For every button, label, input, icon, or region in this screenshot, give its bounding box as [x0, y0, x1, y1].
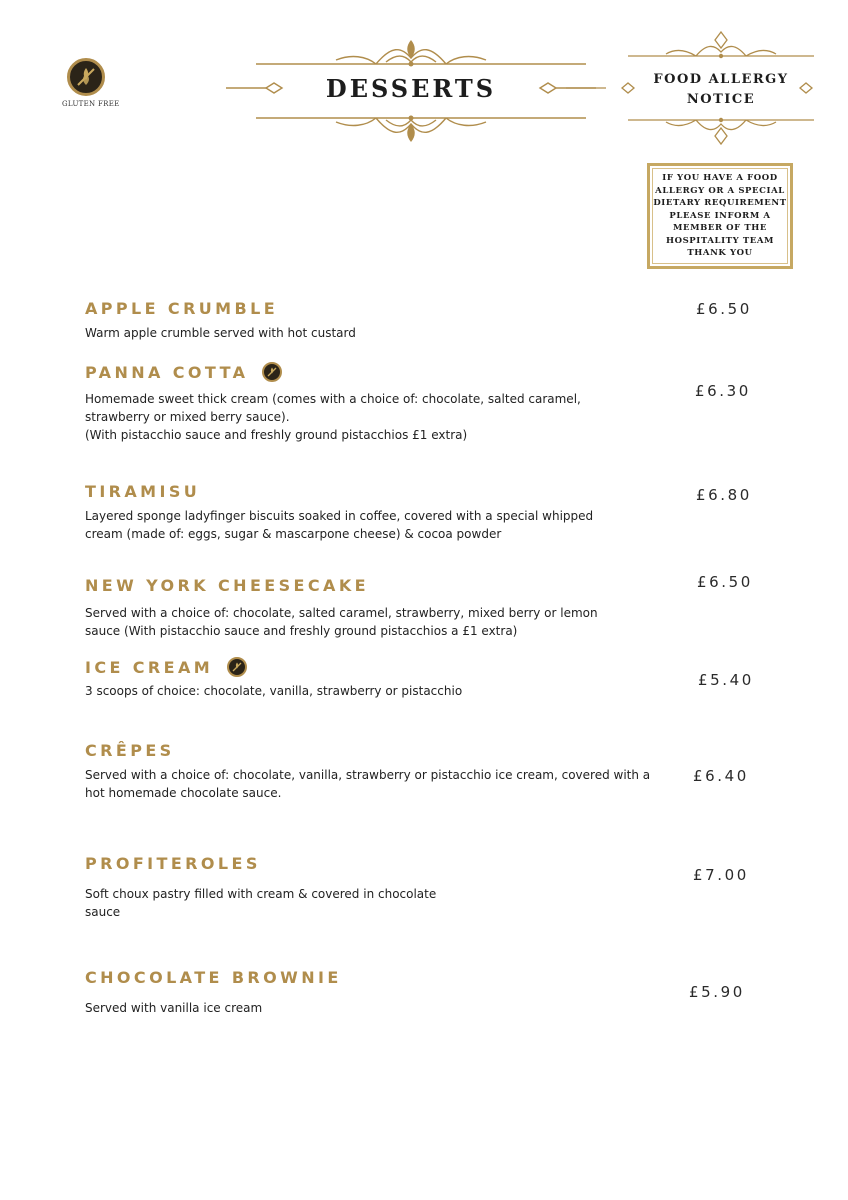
item-description-line: Warm apple crumble served with hot custard: [85, 326, 356, 340]
allergy-title-line: FOOD ALLERGY: [653, 72, 789, 87]
item-description: [85, 507, 645, 543]
item-name: CRÊPES: [85, 741, 175, 760]
menu-item-crepes: [85, 741, 785, 802]
menu-item-panna-cotta: [85, 362, 785, 444]
allergy-title: [646, 70, 796, 110]
item-description-line: Layered sponge ladyfinger biscuits soaked in coffee, covered with a special whipped: [85, 509, 594, 523]
title-ornament-block: [226, 36, 596, 146]
allergy-notice-line: ALLERGY OR A SPECIAL: [655, 185, 785, 196]
item-description-line: Served with a choice of: chocolate, vanilla, strawberry or pistacchio ice cream, covered with a: [85, 768, 651, 782]
menu-item-chocolate-brownie: [85, 968, 785, 1017]
allergy-notice-line: IF YOU HAVE A FOOD: [662, 173, 778, 184]
item-description: [85, 604, 645, 640]
item-description-line: hot homemade chocolate sauce.: [85, 786, 282, 800]
gluten-free-label: GLUTEN FREE: [62, 100, 120, 108]
allergy-notice-line: PLEASE INFORM A: [669, 210, 771, 221]
item-name: PANNA COTTA: [85, 362, 249, 382]
item-description-line: Served with vanilla ice cream: [85, 1001, 263, 1015]
menu-item-profiteroles: [85, 854, 785, 921]
item-description-line: Soft choux pastry filled with cream & covered in chocolate: [85, 887, 437, 901]
item-description-line: strawberry or mixed berry sauce).: [85, 410, 290, 424]
item-name: PROFITEROLES: [85, 854, 261, 873]
allergy-notice-header: [566, 28, 826, 158]
gluten-free-icon: [67, 58, 105, 96]
menu-item-ice-cream: [85, 657, 785, 700]
allergy-notice-line: DIETARY REQUIREMENT: [653, 198, 787, 209]
item-name: CHOCOLATE BROWNIE: [85, 968, 342, 987]
item-description-line: (With pistacchio sauce and freshly ground pistacchios £1 extra): [85, 428, 468, 442]
item-price: £6.40: [693, 767, 749, 785]
item-price: £5.40: [698, 671, 754, 689]
item-name: NEW YORK CHEESECAKE: [85, 576, 369, 595]
allergy-notice-line: THANK YOU: [687, 248, 753, 259]
item-description-line: sauce: [85, 905, 121, 919]
allergy-notice-line: MEMBER OF THE: [672, 223, 768, 234]
item-description-line: 3 scoops of choice: chocolate, vanilla, strawberry or pistacchio: [85, 684, 463, 698]
item-price: £6.80: [696, 486, 752, 504]
page-title: DESSERTS: [325, 74, 497, 103]
item-description-line: Served with a choice of: chocolate, salted caramel, strawberry, mixed berry or lemon: [85, 606, 598, 620]
item-price: £6.50: [697, 573, 753, 591]
gluten-free-icon: [262, 362, 282, 382]
item-description-line: cream (made of: eggs, sugar & mascarpone cheese) & cocoa powder: [85, 527, 502, 541]
item-description: [85, 885, 645, 921]
item-price: £6.30: [695, 382, 751, 400]
gluten-free-badge: [62, 58, 120, 108]
item-name: ICE CREAM: [85, 657, 214, 677]
menu-item-new-york-cheesecake: [85, 576, 785, 640]
item-name-row: [85, 657, 785, 677]
item-price: £7.00: [693, 866, 749, 884]
item-name-row: [85, 362, 785, 382]
item-description: [85, 324, 645, 342]
item-price: £6.50: [696, 300, 752, 318]
item-price: £5.90: [689, 983, 745, 1001]
item-description: [85, 390, 645, 444]
allergy-notice-line: HOSPITALITY TEAM: [665, 235, 775, 246]
item-description-line: sauce (With pistacchio sauce and freshly ground pistacchios a £1 extra): [85, 624, 518, 638]
item-name: APPLE CRUMBLE: [85, 299, 279, 318]
gluten-free-icon: [227, 657, 247, 677]
menu-item-apple-crumble: [85, 299, 785, 342]
allergy-notice-box: [647, 163, 793, 269]
item-name: TIRAMISU: [85, 482, 201, 501]
item-description: [85, 999, 645, 1017]
item-description: [85, 682, 645, 700]
item-description-line: Homemade sweet thick cream (comes with a choice of: chocolate, salted caramel,: [85, 392, 581, 406]
item-description: [85, 766, 685, 802]
allergy-title-line: NOTICE: [686, 92, 756, 107]
menu-item-tiramisu: [85, 482, 785, 543]
